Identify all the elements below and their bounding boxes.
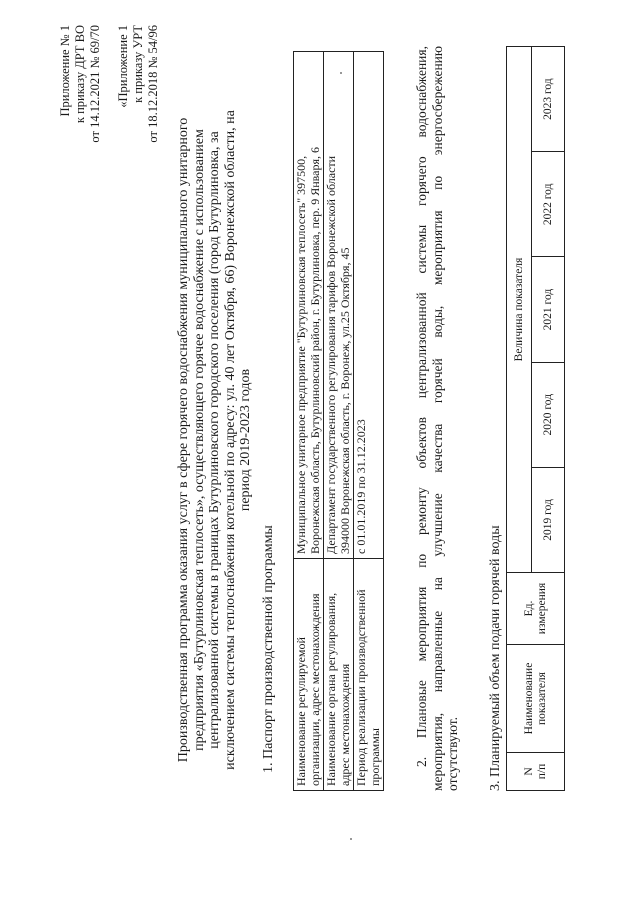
passport-label-line: Период реализации производственной — [354, 589, 368, 786]
passport-value-line: Воронежская область, Бутурлиновский район, г. Бутурлиновка, пер. 9 Января, 6 — [307, 146, 322, 554]
passport-row — [324, 52, 354, 791]
year-2021-header: 2021 год — [532, 257, 565, 362]
appendix-2-header — [116, 25, 161, 225]
passport-value-line: Департамент государственного регулирования тарифов Воронежской области — [324, 155, 338, 554]
appendix-2-line-2: к приказу УРТ — [131, 25, 145, 103]
title-line-4: исключением системы теплоснабжения котельной по адресу: ул. 40 лет Октября, 66) Воронежской области, на — [222, 110, 238, 770]
section-2-text — [414, 46, 461, 791]
passport-row — [354, 52, 384, 791]
col-unit-header — [507, 573, 565, 645]
col-name-label-2: показателя — [535, 672, 548, 725]
section-2-line-1: 2. Плановые мероприятия по ремонту объектов централизованной системы горячего водоснабжения, — [414, 46, 429, 767]
year-2019-header: 2019 год — [532, 467, 565, 572]
volume-table-header-row — [507, 47, 532, 791]
appendix-1-line-3: от 14.12.2021 № 69/70 — [88, 25, 102, 143]
passport-value-cell — [324, 52, 354, 559]
passport-label-line: адрес местонахождения — [337, 663, 352, 786]
appendix-2-line-3: от 18.12.2018 № 54/96 — [146, 25, 160, 143]
section-3-heading: 3. Планируемый объем подачи горячей воды — [488, 525, 503, 791]
planned-volume-table — [506, 46, 565, 791]
passport-value-cell — [354, 52, 384, 559]
title-line-1: Производственная программа оказания услуг в сфере горячего водоснабжения муниципального унитарного — [176, 117, 191, 763]
col-name-header — [507, 645, 565, 753]
passport-table — [293, 51, 384, 791]
passport-label-line: программы — [367, 728, 382, 786]
passport-label-cell — [294, 559, 324, 791]
col-n-label-2: п/п — [535, 763, 548, 780]
col-unit-label-2: измерения — [535, 582, 548, 635]
col-value-header: Величина показателя — [507, 47, 532, 573]
section-2-line-3: отсутствуют. — [445, 717, 460, 791]
passport-label-line: организации, адрес местонахождения — [307, 593, 322, 786]
title-line-5: период 2019-2023 годов — [238, 368, 253, 512]
scan-speck — [350, 838, 352, 840]
passport-row — [294, 52, 324, 791]
scan-speck — [340, 72, 342, 74]
appendix-1-line-2: к приказу ДРТ ВО — [73, 25, 87, 124]
section-1-heading: 1. Паспорт производственной программы — [261, 525, 276, 773]
col-unit-label: Ед. — [522, 600, 535, 617]
passport-value-cell — [294, 52, 324, 559]
year-2023-header: 2023 год — [532, 47, 565, 152]
passport-value-line: Муниципальное унитарное предприятие "Бутурлиновская теплосеть" 397500, — [294, 155, 308, 554]
passport-label-cell — [354, 559, 384, 791]
passport-label-cell — [324, 559, 354, 791]
passport-label-line: Наименование регулируемой — [294, 637, 308, 786]
appendix-2-line-1: «Приложение 1 — [116, 25, 130, 108]
title-line-3: централизованной системы в границах Бутурлиновского городского поселения (город Бутурлиновка, за — [207, 131, 222, 749]
passport-value-line: 394000 Воронежская область, г. Воронеж, ул.25 Октября, 45 — [337, 247, 352, 554]
year-2022-header: 2022 год — [532, 152, 565, 257]
col-n-header — [507, 753, 565, 791]
passport-label-line: Наименование органа регулирования, — [324, 592, 338, 786]
passport-value-line: с 01.01.2019 по 31.12.2023 — [354, 419, 368, 554]
title-line-2: предприятия «Бутурлиновская теплосеть», осуществляющего горячее водоснабжение с использованием — [191, 129, 207, 751]
section-2-line-2: мероприятия, направленные на улучшение качества горячей воды, мероприятия по энергосбережению — [429, 46, 445, 791]
appendix-1-header — [58, 25, 103, 225]
year-2020-header: 2020 год — [532, 362, 565, 467]
col-n-label: N — [522, 767, 535, 776]
col-name-label: Наименование — [522, 662, 535, 735]
program-title — [176, 45, 254, 835]
appendix-1-line-1: Приложение № 1 — [58, 25, 72, 117]
